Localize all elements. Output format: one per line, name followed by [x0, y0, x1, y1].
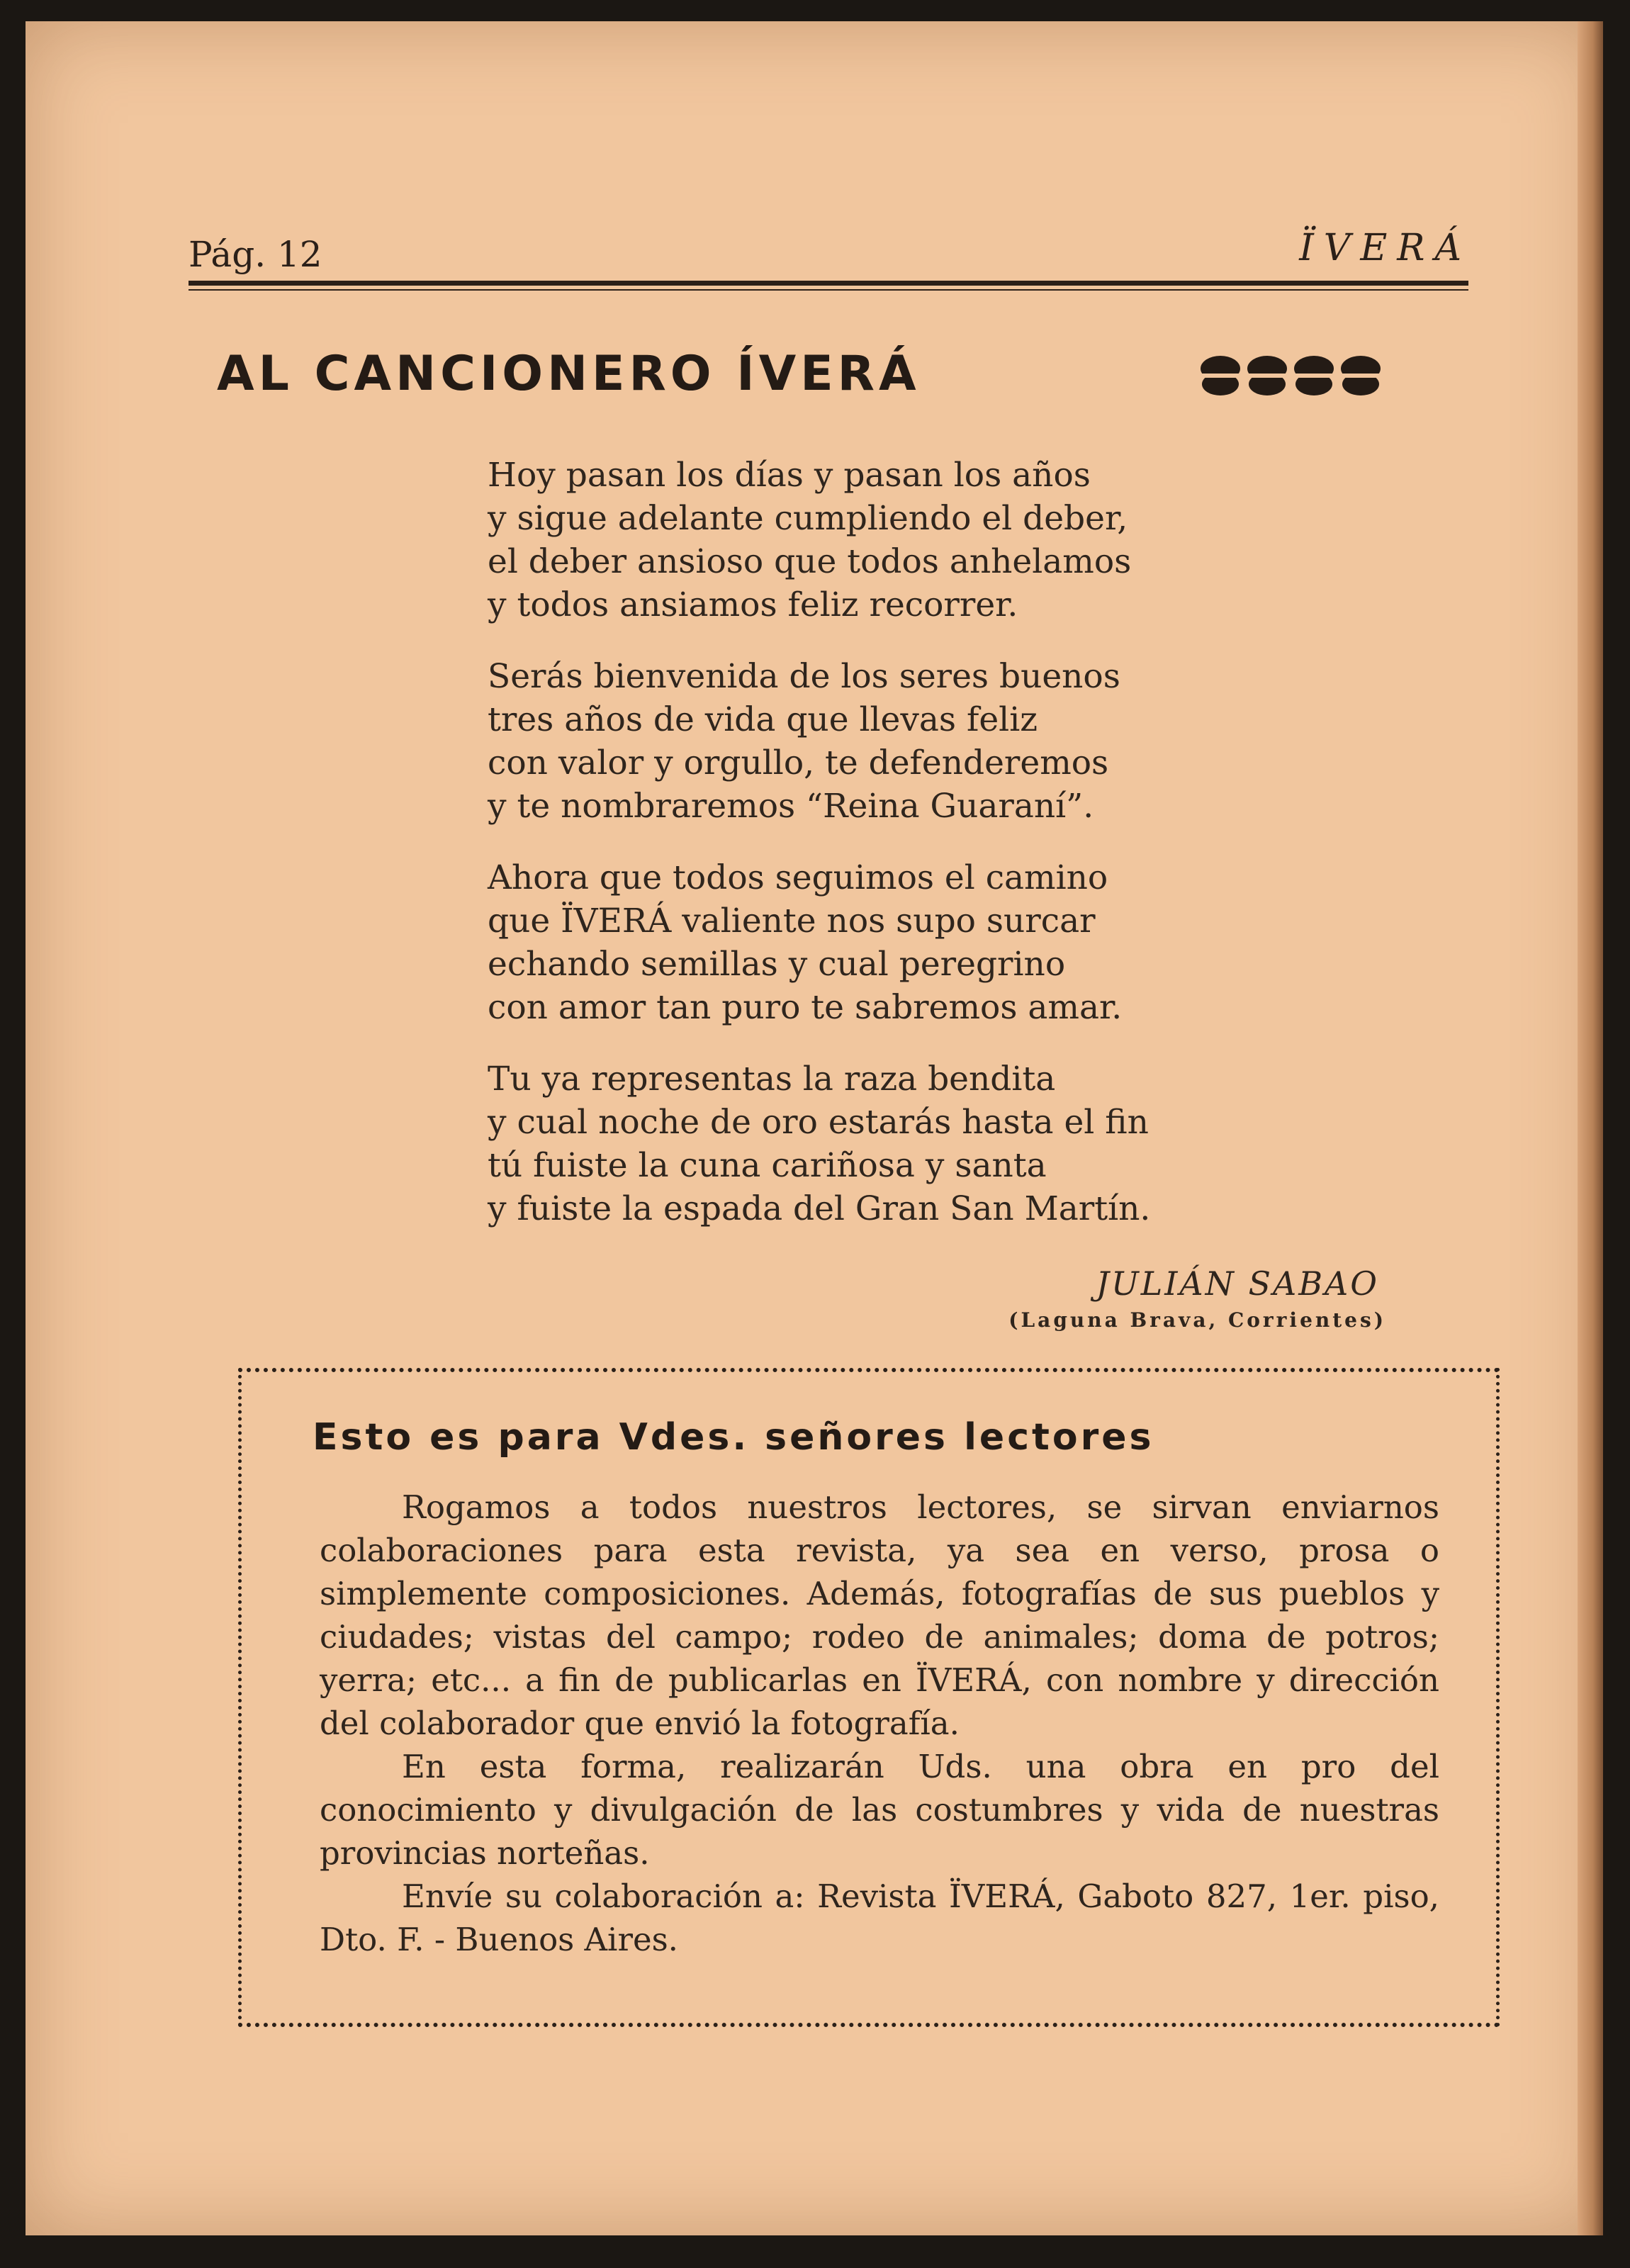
- title-ornament-icon: [1199, 350, 1390, 400]
- header-rule: [189, 281, 1468, 286]
- poem-stanza: [488, 454, 1267, 627]
- poem-line: Hoy pasan los días y pasan los años: [488, 456, 1091, 495]
- poem-line: y todos ansiamos feliz recorrer.: [488, 585, 1018, 624]
- poem-line: con valor y orgullo, te defenderemos: [488, 743, 1109, 782]
- poem-line: con amor tan puro te sabremos amar.: [488, 988, 1123, 1027]
- poem-title: AL CANCIONERO ÍVERÁ: [217, 346, 921, 402]
- notice-paragraph: En esta forma, realizarán Uds. una obra en pro del conocimiento y divulgación de las costumbres y vida de nuestras provincias norteñas.: [320, 1748, 1439, 1872]
- magazine-name: ÏVERÁ: [1299, 227, 1471, 269]
- poem-author: JULIÁN SABAO: [1096, 1264, 1379, 1303]
- poem-stanza: [488, 655, 1267, 828]
- poem-line: que ÏVERÁ valiente nos supo surcar: [488, 902, 1096, 941]
- notice-title: Esto es para Vdes. señores lectores: [313, 1416, 1154, 1459]
- page-spine: [1578, 21, 1603, 2235]
- magazine-page: [26, 21, 1603, 2235]
- notice-body: [320, 1486, 1439, 1961]
- notice-paragraph: Rogamos a todos nuestros lectores, se sirvan enviarnos colaboraciones para esta revista, ya sea en verso, prosa o simplemente composiciones. Además, fotografías de sus pueblos y ciudades; vistas del campo; rodeo de animales; doma de potros; yerra; etc... a fin de publicarlas en ÏVERÁ, con nombre y dirección del colaborador que envió la fotografía.: [320, 1488, 1439, 1742]
- poem-line: y fuiste la espada del Gran San Martín.: [488, 1189, 1151, 1228]
- poem-line: y te nombraremos “Reina Guaraní”.: [488, 787, 1094, 826]
- poem-line: Tu ya representas la raza bendita: [488, 1060, 1056, 1099]
- header-rule-thin: [189, 289, 1468, 291]
- poem-stanza: [488, 856, 1267, 1029]
- poem-line: el deber ansioso que todos anhelamos: [488, 542, 1132, 581]
- poem-line: tú fuiste la cuna cariñosa y santa: [488, 1146, 1047, 1185]
- author-place: (Laguna Brava, Corrientes): [1008, 1308, 1386, 1332]
- poem-line: echando semillas y cual peregrino: [488, 945, 1066, 984]
- poem-line: y cual noche de oro estarás hasta el fin: [488, 1103, 1149, 1142]
- poem-line: Serás bienvenida de los seres buenos: [488, 657, 1120, 696]
- poem-line: Ahora que todos seguimos el camino: [488, 858, 1108, 897]
- poem-body: [488, 454, 1267, 1259]
- poem-line: y sigue adelante cumpliendo el deber,: [488, 499, 1128, 538]
- page-number: Pág. 12: [189, 234, 322, 275]
- poem-stanza: [488, 1057, 1267, 1230]
- readers-notice-box: [238, 1368, 1500, 2027]
- notice-paragraph: Envíe su colaboración a: Revista ÏVERÁ, Gaboto 827, 1er. piso, Dto. F. - Buenos Aires.: [320, 1877, 1439, 1958]
- poem-line: tres años de vida que llevas feliz: [488, 700, 1038, 739]
